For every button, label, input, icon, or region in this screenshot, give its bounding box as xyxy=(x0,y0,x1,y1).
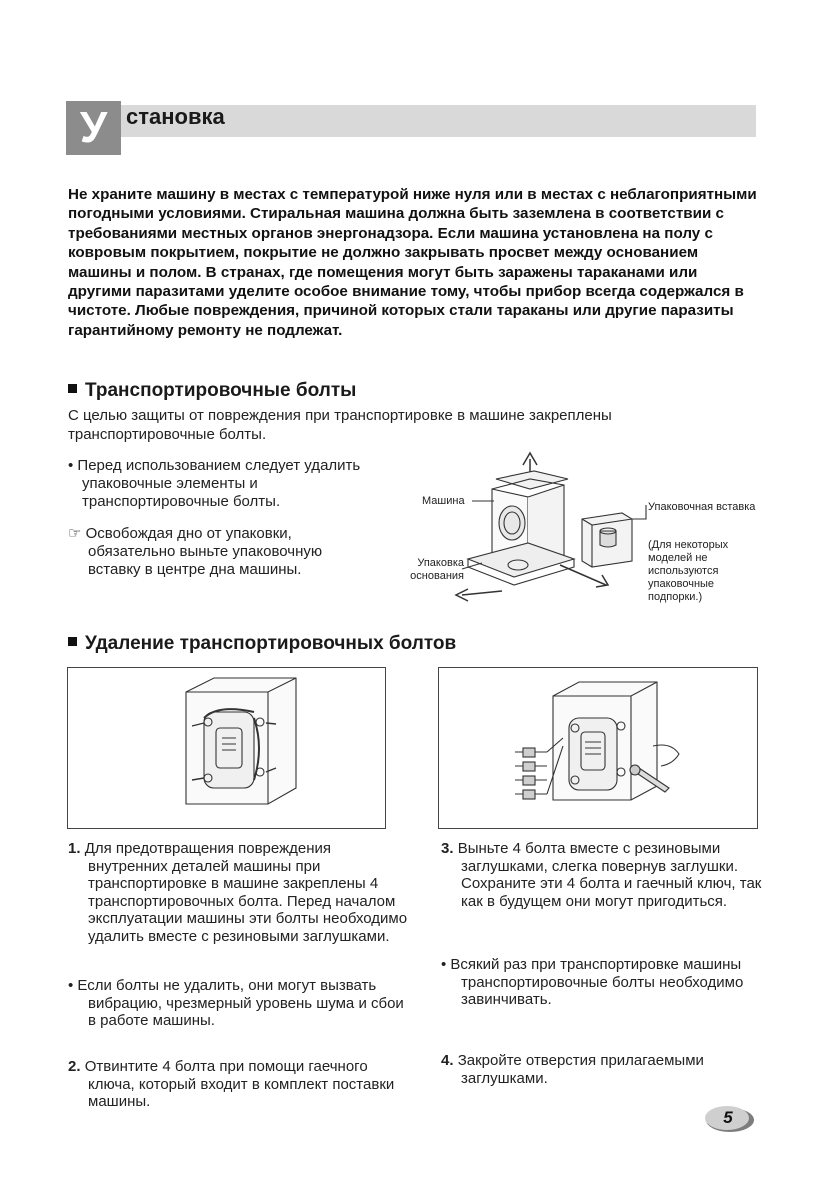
step-3 xyxy=(441,840,781,910)
step-text: Выньте 4 болта вместе с резиновыми заглушками, слегка повернув заглушки. Сохраните эти 4 болта и гаечный ключ, так как в будущем они могут пригодиться. xyxy=(457,840,762,910)
section-heading-remove-bolts xyxy=(68,633,456,655)
section-heading-transport-bolts xyxy=(68,380,356,402)
figure-unscrew-bolts xyxy=(438,667,758,829)
label-model-note: (Для некоторых моделей не используются упаковочные подпорки.) xyxy=(648,539,729,603)
bullet-remove-packaging: • Перед использованием следует удалить упаковочные элементы и транспортировочные болты. xyxy=(68,457,361,510)
label-packaging-insert: Упаковочная вставка xyxy=(648,501,756,513)
wrench-unscrew-illustration xyxy=(439,668,757,828)
step-3-bullet: • Всякий раз при транспортировке машины транспортировочные болты необходимо завинчивать. xyxy=(441,956,744,1009)
machine-back-bolts-illustration xyxy=(68,668,385,828)
step-number: 1. xyxy=(68,840,81,857)
warning-paragraph: Не храните машину в местах с температурой ниже нуля или в местах с неблагоприятными погодными условиями. Стиральная машина должна быть заземлена в соответствии с требованиями местных органов энергонадзора. Если машина установлена на полу с ковровым покрытием, покрытие не должно закрывать просвет между основанием машины и полом. В странах, где помещения могут быть заражены тараканами или другими паразитами уделите особое внимание тому, чтобы прибор всегда содержался в чистоте. Любые повреждения, причиной которых стали тараканы или другие паразиты гарантийному ремонту не подлежат. xyxy=(68,186,757,339)
label-machine: Машина xyxy=(422,495,465,507)
section-title-bar xyxy=(66,101,756,155)
step-1 xyxy=(68,840,408,946)
section-heading-text: Удаление транспортировочных болтов xyxy=(85,633,457,654)
title-initial-letter: У xyxy=(66,101,121,155)
step-2 xyxy=(68,1058,408,1111)
step-number: 4. xyxy=(441,1052,454,1069)
step-1-bullet: • Если болты не удалить, они могут вызвать вибрацию, чрезмерный уровень шума и сбои в работе машины. xyxy=(68,977,404,1030)
step-4 xyxy=(441,1052,781,1087)
section-heading-text: Транспортировочные болты xyxy=(85,380,357,401)
packaging-figure xyxy=(396,445,768,625)
page-number-badge xyxy=(702,1104,754,1134)
step-text: Для предотвращения повреждения внутренних деталей машины при транспортировке в машине закреплены 4 транспортировочных болта. Перед началом эксплуатации машины эти болты необходимо удалить вместе с резиновыми заглушками. xyxy=(84,840,408,945)
step-number: 2. xyxy=(68,1058,81,1075)
step-text: Закройте отверстия прилагаемыми заглушками. xyxy=(457,1052,704,1087)
page-title: становка xyxy=(126,104,225,129)
label-base-packaging: Упаковка основания xyxy=(410,557,464,582)
note-remove-insert: ☞ Освобождая дно от упаковки, обязательно выньте упаковочную вставку в центре дна машины. xyxy=(68,525,323,578)
page-number: 5 xyxy=(723,1108,733,1127)
section-intro: С целью защиты от повреждения при транспортировке в машине закреплены транспортировочные болты. xyxy=(68,407,612,443)
figure-bolts-location xyxy=(67,667,386,829)
step-text: Отвинтите 4 болта при помощи гаечного ключа, который входит в комплект поставки машины. xyxy=(84,1058,395,1111)
step-number: 3. xyxy=(441,840,454,857)
square-bullet-icon xyxy=(68,384,77,393)
square-bullet-icon xyxy=(68,637,77,646)
